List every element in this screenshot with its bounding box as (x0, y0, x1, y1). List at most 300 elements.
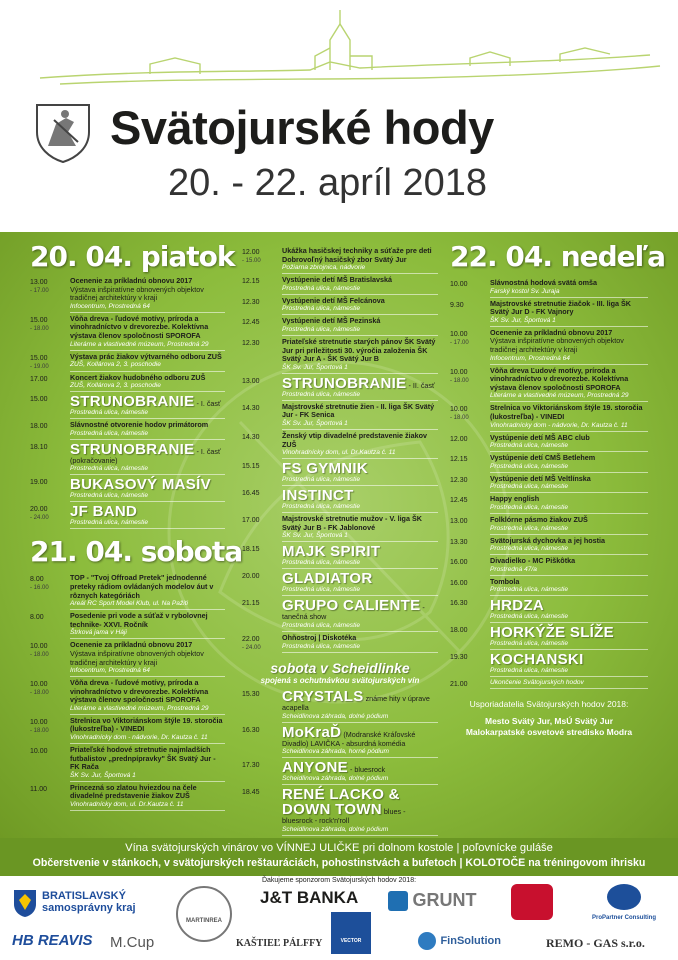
event-row (242, 461, 438, 486)
event-title: Ocenenie za príkladnú obnovu 2017 (70, 640, 193, 650)
event-row (450, 679, 648, 689)
event-time (450, 367, 490, 403)
event-title: - I. časť (pokračovanie) (70, 446, 221, 465)
organizers-title: Usporiadatelia Svätojurských hodov 2018: (469, 699, 629, 710)
event-end-time: - 18.00 (450, 377, 469, 384)
event-place: Farský kostol Sv. Juraja (490, 287, 560, 295)
event-description: Výstava inšpiratívne obnovených objektov tradičnej architektúry v kraji (490, 336, 624, 354)
logo-propartner (584, 884, 664, 921)
event-row (30, 746, 225, 782)
event-row (450, 537, 648, 556)
event-start-time: 19.30 (450, 654, 468, 662)
event-time (242, 338, 282, 374)
event-start-time: 10.00 (30, 718, 48, 726)
friday-events (30, 277, 225, 529)
logo-jt-banka: J&T BANKA (260, 888, 359, 907)
event-headliner: CRYSTALS (282, 687, 364, 705)
event-end-time: - 19.00 (30, 363, 49, 370)
event-time (450, 537, 490, 556)
event-body (490, 329, 648, 365)
event-body (282, 488, 438, 513)
event-start-time: 16.30 (450, 600, 468, 608)
event-headliner: MoKraĎ (282, 723, 342, 741)
event-place: Infocentrum, Prostredná 64 (70, 667, 150, 675)
event-description: Výstava inšpiratívne obnovených objektov tradičnej architektúry v kraji (70, 648, 204, 667)
event-time (30, 277, 70, 313)
event-time (450, 279, 490, 298)
event-start-time: 18.00 (450, 627, 468, 635)
event-start-time: 18.10 (30, 443, 48, 451)
event-title: Ukážka hasičskej techniky a súťaže pre deti Dobrovoľný hasičský zbor Svätý Jur (282, 246, 432, 264)
event-place: Prostredná ulica, námestie (282, 503, 361, 511)
event-title: Koncert žiakov hudobného odboru ZUŠ (70, 372, 206, 382)
event-title: Majstrovské stretnutie mužov - V. liga ŠK Svätý Jur B - FK Jablonové (282, 514, 422, 532)
logo-remo-gas: REMO - GAS s.r.o. (546, 936, 645, 950)
event-place: Scheidlinova záhrada, dolné pódium (282, 825, 389, 833)
event-place: Vinohradnícky dom - nádvorie, Dr. Kautza č. 11 (490, 421, 628, 429)
event-time (242, 432, 282, 459)
event-place: Prostredná ulica, námestie (490, 586, 569, 594)
event-place: Literárne a vlastivedné múzeum, Prostredná 29 (70, 340, 209, 348)
event-body (490, 475, 648, 494)
event-time (30, 353, 70, 372)
saturday-afternoon-events (242, 247, 438, 653)
event-title: Vôňa dreva - ľudové motívy, príroda a vinohradníctvo v drevorezbe. Kolektívna výstava členov spoločnosti SPOROFA (70, 678, 209, 705)
event-row (242, 297, 438, 316)
event-time (450, 557, 490, 576)
event-start-time: 12.15 (450, 456, 468, 464)
church-skyline-illustration (0, 0, 678, 100)
event-start-time: 13.30 (450, 538, 468, 546)
event-row (450, 300, 648, 327)
event-body (282, 515, 438, 542)
organizers-names: Mesto Svätý Jur, MsÚ Svätý Jur Malokarpatské osvetové stredisko Modra (465, 716, 633, 738)
event-headliner: INSTINCT (282, 487, 354, 505)
event-body (70, 315, 225, 351)
event-row (242, 598, 438, 632)
event-body (282, 247, 438, 274)
event-headliner: STRUNOBRANIE (70, 440, 195, 458)
event-row (450, 475, 648, 494)
event-body (70, 641, 225, 677)
event-start-time: 14.30 (242, 433, 260, 441)
event-place: Prostredná ulica, námestie (282, 621, 361, 629)
event-body (70, 717, 225, 744)
event-body (70, 746, 225, 782)
event-body (70, 394, 225, 419)
event-body (490, 516, 648, 535)
event-row (30, 612, 225, 639)
event-headliner: FS GYMNIK (282, 460, 369, 478)
event-start-time: 17.00 (242, 517, 260, 525)
page-title: Svätojurské hody (110, 101, 494, 154)
event-end-time: - 18.00 (30, 690, 49, 697)
event-title: známe hity v úprave acapella (282, 693, 430, 712)
event-row (242, 276, 438, 295)
event-place: ŠK Sv. Jur, Športová 1 (282, 363, 348, 371)
event-time (450, 679, 490, 689)
event-body (70, 477, 225, 502)
event-headliner: GRUPO CALIENTE (282, 597, 421, 615)
logo-vector (331, 912, 371, 954)
event-title: Ženský vtip divadelné predstavenie žiakov ZUŠ (282, 430, 428, 449)
event-start-time: 14.30 (242, 404, 260, 412)
event-place: Prostredná ulica, námestie (490, 483, 569, 491)
event-title: Tombola (490, 576, 520, 586)
event-title: Slávnostná hodová svätá omša (490, 278, 598, 287)
event-row (30, 679, 225, 715)
event-row (450, 329, 648, 365)
event-body (282, 461, 438, 486)
event-title: Vystúpenie detí MŠ ABC club (490, 432, 590, 442)
event-end-time: - 24.00 (30, 515, 49, 522)
event-body (70, 784, 225, 811)
event-body (282, 598, 438, 632)
event-start-time: 20.00 (30, 506, 48, 514)
event-place: Prostredná ulica, námestie (490, 640, 569, 648)
event-body (490, 578, 648, 597)
event-time (450, 454, 490, 473)
event-end-time: - 17.00 (450, 339, 469, 346)
event-title: - II. časť (408, 380, 435, 390)
event-place: Areál RC Sport Model Klub, ul. Na Pažiti (70, 600, 189, 608)
event-time (450, 495, 490, 514)
event-time (450, 434, 490, 453)
event-start-time: 21.15 (242, 600, 260, 608)
event-body (490, 367, 648, 403)
event-place: Požiarna zbrojnica, nádvorie (282, 264, 366, 272)
event-title: Priateľské stretnutie starých pánov ŠK Svätý Jur pri príležitosti 30. výročia založenia ŠK Svätý Jur A - ŠK Svätý Jur B (282, 336, 436, 364)
event-time (30, 374, 70, 393)
event-time (242, 634, 282, 653)
event-title: Posedenie pri vode a súťaž v rybolovnej technike- XXVI. Ročník (70, 611, 208, 629)
event-time (242, 515, 282, 542)
event-start-time: 10.00 (450, 368, 468, 376)
event-body (490, 495, 648, 514)
event-start-time: 17.00 (30, 375, 48, 383)
event-start-time: 17.30 (242, 762, 260, 770)
event-title: Vystúpenie detí MŠ Pezinská (282, 316, 381, 326)
event-headliner: GLADIATOR (282, 570, 373, 588)
scheidlinka-heading: sobota v Scheidlinke (270, 659, 410, 676)
event-row (242, 432, 438, 459)
event-place: Prostredná ulica, námestie (490, 613, 569, 621)
event-row (30, 421, 225, 440)
event-start-time: 8.00 (30, 576, 44, 584)
event-place: Vinohradnícky dom - nádvorie, Dr. Kautza č. 11 (70, 734, 208, 742)
event-row (450, 367, 648, 403)
event-place: Prostredná ulica, námestie (490, 503, 569, 511)
column-saturday-afternoon (242, 247, 438, 838)
event-row (242, 403, 438, 430)
event-time (450, 578, 490, 597)
event-start-time: 18.00 (30, 423, 48, 431)
event-place: Prostredná ulica, námestie (70, 519, 149, 527)
event-place: ŠK Sv. Jur, Športová 1 (282, 419, 348, 427)
event-row (450, 625, 648, 650)
event-title: Folklórne pásmo žiakov ZUŠ (490, 514, 588, 524)
event-title: TOP - "Tvoj Offroad Pretek" jednodenné preteky rádiom ovládaných modelov áut v rôznych kategóriách (70, 573, 214, 600)
event-row (450, 578, 648, 597)
event-title: Princezná so zlatou hviezdou na čele divadelné predstavenie žiakov ZUŠ (70, 782, 197, 801)
event-time (30, 394, 70, 419)
event-start-time: 11.00 (30, 785, 47, 793)
event-title: blues - bluesrock - rock'n'roll (282, 807, 406, 826)
event-time (450, 598, 490, 623)
event-time (242, 461, 282, 486)
event-start-time: 16.00 (450, 559, 468, 567)
event-body (70, 504, 225, 529)
event-body (282, 571, 438, 596)
event-end-time: - 18.00 (450, 415, 469, 422)
event-time (30, 315, 70, 351)
event-row (450, 652, 648, 677)
event-place: Prostredná ulica, námestie (282, 586, 361, 594)
event-body (70, 612, 225, 639)
event-body (490, 625, 648, 650)
event-start-time: 22.00 (242, 635, 260, 643)
event-place: Prostredná ulica, námestie (490, 442, 569, 450)
event-start-time: 10.00 (30, 681, 48, 689)
event-body (282, 689, 438, 723)
event-time (30, 612, 70, 639)
event-body (282, 725, 438, 759)
event-body (490, 598, 648, 623)
event-place: Vinohradnícky dom, ul. Dr.Kautza č. 11 (282, 449, 396, 457)
event-end-time: - 18.00 (30, 727, 49, 734)
event-title: (Modranské Kráľovské Divadlo) LAVIČKA - absurdná komédia (282, 729, 416, 748)
event-body (490, 434, 648, 453)
event-row (242, 376, 438, 401)
event-time (30, 784, 70, 811)
event-headliner: ANYONE (282, 759, 348, 777)
event-title: Slávnostné otvorenie hodov primátorom (70, 420, 209, 430)
event-body (282, 544, 438, 569)
event-row (450, 454, 648, 473)
event-row (30, 641, 225, 677)
event-place: Prostredná ulica, námestie (282, 284, 361, 292)
event-headliner: RENÉ LACKO & DOWN TOWN (282, 786, 400, 819)
event-start-time: 13.00 (450, 517, 468, 525)
event-start-time: 19.00 (30, 479, 48, 487)
event-start-time: 10.00 (450, 406, 468, 414)
event-title: Vystúpenie detí MŠ Veltlínska (490, 473, 591, 483)
event-headliner: BUKASOVÝ MASÍV (70, 476, 211, 494)
event-place: Štrková jama v Háji (70, 629, 127, 637)
event-row (450, 404, 648, 431)
event-start-time: 21.00 (450, 681, 468, 689)
event-title: Divadielko - MC Piškôtka (490, 556, 576, 566)
event-body (282, 338, 438, 374)
event-start-time: 16.30 (242, 726, 260, 734)
event-title: Vôňa dreva - ľudové motívy, príroda a vinohradníctvo v drevorezbe. Kolektívna výstava členov spoločnosti SPOROFA (70, 313, 209, 340)
column-sunday (450, 240, 665, 738)
event-start-time: 16.45 (242, 490, 260, 498)
event-place: Prostredná ulica, námestie (70, 409, 149, 417)
logo-martinrea-text: MARTINREA (186, 918, 222, 924)
event-body (490, 537, 648, 556)
event-place: Scheidlinova záhrada, horné pódium (282, 748, 390, 756)
event-row (30, 374, 225, 393)
event-title: Vystúpenie detí MŠ Bratislavská (282, 275, 392, 285)
event-start-time: 9.30 (450, 301, 464, 309)
event-title: Ocenenie za príkladnú obnovu 2017 (70, 276, 193, 285)
event-place: Scheidlinova záhrada, dolné pódium (282, 712, 389, 720)
event-place: Ukončenie Svätojurských hodov (490, 679, 584, 687)
event-start-time: 12.30 (450, 476, 468, 484)
event-description: Výstava inšpiratívne obnovených objektov tradičnej architektúry v kraji (70, 284, 204, 303)
event-place: ZUŠ, Kollárova 2, 3. poschodie (70, 382, 161, 390)
day-heading-saturday: 21. 04. sobota (30, 535, 243, 569)
event-start-time: 10.00 (30, 748, 48, 756)
event-headliner: JF BAND (70, 503, 138, 521)
event-start-time: 12.00 (242, 249, 260, 256)
scheidlinka-events (242, 689, 438, 836)
event-start-time: 20.00 (242, 573, 260, 581)
event-title: Majstrovské stretnutie žiačok - III. liga ŠK Svätý Jur D - FK Vajnory (490, 298, 631, 317)
event-end-time: - 18.00 (30, 325, 49, 332)
event-body (70, 679, 225, 715)
event-body (70, 277, 225, 313)
event-place: Prostredná ulica, námestie (282, 305, 361, 313)
event-body (282, 787, 438, 836)
event-row (242, 247, 438, 274)
header-area (0, 0, 678, 232)
event-place: ŠK Sv. Jur, Športová 1 (70, 771, 136, 779)
event-time (450, 329, 490, 365)
event-place: Prostredná ulica, námestie (490, 667, 569, 675)
event-title: Výstava prác žiakov výtvarného odboru ZUŠ (70, 351, 222, 361)
event-row (30, 353, 225, 372)
event-start-time: 15.00 (30, 396, 48, 404)
event-time (30, 442, 70, 476)
event-start-time: 15.30 (242, 690, 260, 698)
event-time (242, 488, 282, 513)
event-row (242, 571, 438, 596)
logo-bsk (12, 888, 136, 923)
event-title: Svätojurská dychovka a jej hostia (490, 535, 606, 545)
event-headliner: KOCHANSKI (490, 651, 584, 669)
event-title: - I. časť (196, 399, 221, 409)
event-time (242, 760, 282, 785)
event-row (30, 784, 225, 811)
event-body (70, 353, 225, 372)
event-place: Vinohradnícky dom, ul. Dr.Kautza č. 11 (70, 801, 184, 809)
event-time (242, 276, 282, 295)
event-row (242, 488, 438, 513)
event-body (70, 442, 225, 476)
propartner-icon (607, 884, 641, 910)
event-place: Prostredná ulica, námestie (490, 545, 569, 553)
event-title: Happy english (490, 494, 540, 504)
event-end-time: - 17.00 (30, 288, 49, 294)
event-time (242, 598, 282, 632)
day-heading-friday: 20. 04. piatok (30, 240, 235, 273)
event-time (30, 679, 70, 715)
event-time (242, 297, 282, 316)
event-row (30, 574, 225, 610)
event-title: Strelnica vo Viktoriánskom štýle 19. storočia (lukostreľba) - VINEDI (70, 715, 223, 734)
event-body (490, 279, 648, 298)
event-start-time: 13.00 (242, 377, 260, 385)
logo-vector-text: VECTOR (340, 938, 362, 944)
event-place: Literárne a vlastivedné múzeum, Prostredná 29 (490, 392, 629, 400)
event-start-time: 12.00 (450, 435, 468, 443)
event-body (70, 374, 225, 393)
event-row (30, 277, 225, 313)
event-headliner: HORKÝŽE SLÍŽE (490, 624, 614, 642)
event-end-time: - 24.00 (242, 644, 261, 651)
finsolution-icon (418, 932, 436, 950)
event-title: - tanečná show (282, 603, 425, 622)
crest-icon (34, 102, 92, 164)
event-body (490, 300, 648, 327)
scheidlinka-subheading: spojená s ochutnávkou svätojurských vín (260, 675, 420, 685)
logo-propartner-text: ProPartner Consulting (591, 915, 656, 921)
event-body (490, 679, 648, 689)
event-place: Prostredná ulica, námestie (282, 559, 361, 567)
logo-hb-reavis: HB REAVIS (12, 932, 93, 949)
event-start-time: 16.00 (450, 579, 468, 587)
event-time (30, 746, 70, 782)
event-place: Prostredná ulica, námestie (70, 492, 149, 500)
event-title: Vystúpenie detí MŠ Felcánova (282, 295, 385, 305)
event-place: Literárne a vlastivedné múzeum, Prostredná 29 (70, 704, 209, 712)
event-time (242, 787, 282, 836)
event-title: Majstrovské stretnutie žien - II. liga ŠK Svätý Jur - FK Senica (282, 401, 435, 420)
event-start-time: 12.45 (242, 319, 260, 327)
event-row (242, 787, 438, 836)
event-title: Priateľské hodové stretnutie najmladších futbalistov „prednpípravky" ŠK Svätý Jur - FK Rača (70, 745, 216, 772)
event-time (30, 641, 70, 677)
event-row (30, 477, 225, 502)
event-start-time: 18.45 (242, 789, 260, 797)
event-time (242, 689, 282, 723)
event-place: ZUŠ, Kollárova 2, 3. poschodie (70, 361, 161, 369)
event-time (450, 516, 490, 535)
logo-bsk-text: BRATISLAVSKÝ samosprávny kraj (42, 890, 136, 914)
event-place: ŠK Sv. Jur, Športová 1 (490, 316, 556, 324)
event-row (450, 516, 648, 535)
column-friday-saturday (30, 240, 243, 813)
event-place: Infocentrum, Prostredná 64 (490, 354, 570, 362)
event-place: Scheidlinova záhrada, dolné pódium (282, 775, 389, 783)
event-row (242, 317, 438, 336)
event-start-time: 13.00 (30, 279, 48, 286)
event-time (30, 574, 70, 610)
event-body (282, 317, 438, 336)
event-start-time: 12.15 (242, 278, 260, 286)
event-headliner: STRUNOBRANIE (282, 374, 407, 392)
event-body (490, 557, 648, 576)
logo-finsolution (418, 932, 501, 950)
event-time (30, 477, 70, 502)
event-row (450, 557, 648, 576)
event-body (70, 574, 225, 610)
event-start-time: 15.15 (242, 463, 260, 471)
logo-martinrea (176, 886, 232, 942)
saturday-events (30, 574, 225, 811)
event-body (490, 652, 648, 677)
event-time (450, 625, 490, 650)
event-row (30, 504, 225, 529)
event-row (242, 544, 438, 569)
event-row (30, 717, 225, 744)
event-row (450, 598, 648, 623)
event-start-time: 10.00 (450, 281, 468, 288)
event-body (490, 454, 648, 473)
event-time (242, 247, 282, 274)
